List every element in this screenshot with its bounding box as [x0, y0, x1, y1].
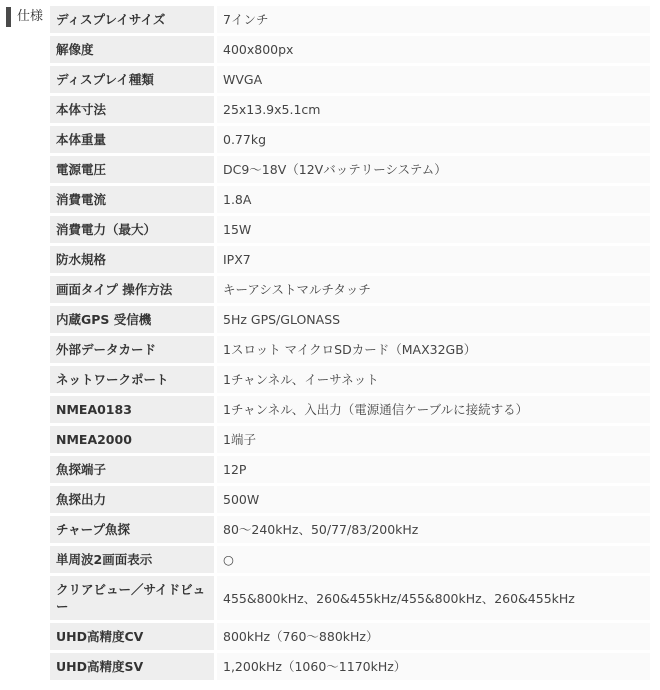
table-row	[50, 306, 650, 333]
spec-table	[50, 3, 650, 683]
spec-key: 本体重量	[50, 126, 217, 153]
spec-key: 魚探端子	[50, 456, 217, 483]
spec-value: 1チャンネル、入出力（電源通信ケーブルに接続する）	[217, 396, 650, 423]
spec-key: 画面タイプ 操作方法	[50, 276, 217, 303]
spec-value: 500W	[217, 486, 650, 513]
spec-key: 外部データカード	[50, 336, 217, 363]
table-row	[50, 336, 650, 363]
spec-value: 1端子	[217, 426, 650, 453]
spec-value: 25x13.9x5.1cm	[217, 96, 650, 123]
spec-key: 消費電流	[50, 186, 217, 213]
spec-value: 800kHz（760～880kHz）	[217, 623, 650, 650]
spec-value: 1チャンネル、イーサネット	[217, 366, 650, 393]
table-row	[50, 126, 650, 153]
table-row	[50, 576, 650, 620]
spec-key: UHD高精度CV	[50, 623, 217, 650]
spec-key: 内蔵GPS 受信機	[50, 306, 217, 333]
spec-value: 1.8A	[217, 186, 650, 213]
table-row	[50, 156, 650, 183]
spec-key: 防水規格	[50, 246, 217, 273]
table-row	[50, 546, 650, 573]
spec-key: 本体寸法	[50, 96, 217, 123]
spec-key: クリアビュー／サイドビュー	[50, 576, 217, 620]
spec-value: DC9～18V（12Vバッテリーシステム）	[217, 156, 650, 183]
table-row	[50, 276, 650, 303]
spec-key: 単周波2画面表示	[50, 546, 217, 573]
table-row	[50, 623, 650, 650]
spec-value: IPX7	[217, 246, 650, 273]
spec-value: WVGA	[217, 66, 650, 93]
table-row	[50, 246, 650, 273]
table-row	[50, 653, 650, 680]
table-row	[50, 516, 650, 543]
spec-value: 7インチ	[217, 6, 650, 33]
table-row	[50, 486, 650, 513]
spec-value: 15W	[217, 216, 650, 243]
spec-key: 消費電力（最大）	[50, 216, 217, 243]
table-row	[50, 216, 650, 243]
spec-value: 1,200kHz（1060～1170kHz）	[217, 653, 650, 680]
spec-key: UHD高精度SV	[50, 653, 217, 680]
section-heading: 仕様	[6, 7, 43, 27]
table-row	[50, 96, 650, 123]
spec-key: ディスプレイ種類	[50, 66, 217, 93]
spec-key: ネットワークポート	[50, 366, 217, 393]
spec-value: 0.77kg	[217, 126, 650, 153]
table-row	[50, 396, 650, 423]
spec-value: ○	[217, 546, 650, 573]
table-row	[50, 366, 650, 393]
spec-key: ディスプレイサイズ	[50, 6, 217, 33]
spec-value: 80～240kHz、50/77/83/200kHz	[217, 516, 650, 543]
spec-key: チャープ魚探	[50, 516, 217, 543]
spec-value: 12P	[217, 456, 650, 483]
table-row	[50, 456, 650, 483]
spec-value: 1スロット マイクロSDカード（MAX32GB）	[217, 336, 650, 363]
spec-key: NMEA2000	[50, 426, 217, 453]
spec-key: 解像度	[50, 36, 217, 63]
table-row	[50, 6, 650, 33]
table-row	[50, 66, 650, 93]
table-row	[50, 36, 650, 63]
spec-value: 455&800kHz、260&455kHz/455&800kHz、260&455kHz	[217, 576, 650, 620]
spec-value: 400x800px	[217, 36, 650, 63]
spec-value: 5Hz GPS/GLONASS	[217, 306, 650, 333]
spec-value: キーアシストマルチタッチ	[217, 276, 650, 303]
spec-key: NMEA0183	[50, 396, 217, 423]
spec-key: 電源電圧	[50, 156, 217, 183]
spec-key: 魚探出力	[50, 486, 217, 513]
table-row	[50, 426, 650, 453]
table-row	[50, 186, 650, 213]
